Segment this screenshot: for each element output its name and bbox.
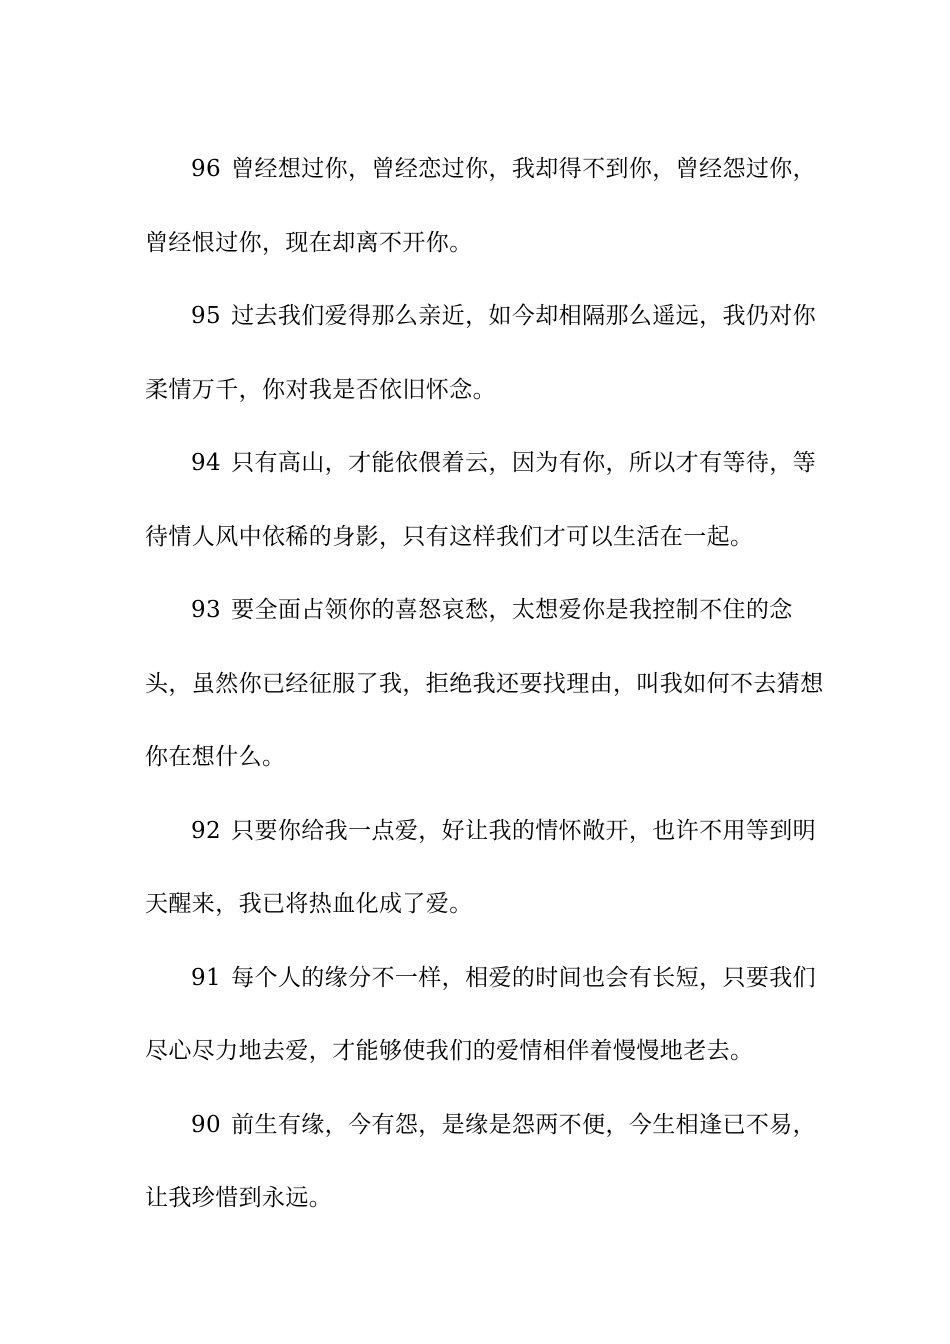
- paragraph-number: 93: [191, 597, 222, 623]
- paragraph-93: [145, 574, 825, 795]
- paragraph-number: 96: [191, 156, 222, 182]
- paragraph-text: 只要你给我一点爱，好让我的情怀敞开，也许不用等到明天醒来，我已将热血化成了爱。: [145, 817, 817, 917]
- paragraph-number: 95: [191, 303, 222, 329]
- paragraph-96: [145, 133, 825, 280]
- paragraph-94: [145, 427, 825, 574]
- paragraph-text: 前生有缘，今有怨，是缘是怨两不便，今生相逢已不易，让我珍惜到永远。: [145, 1111, 817, 1211]
- paragraph-text: 曾经想过你，曾经恋过你，我却得不到你，曾经怨过你，曾经恨过你，现在却离不开你。: [145, 156, 817, 256]
- paragraph-number: 92: [191, 817, 222, 844]
- paragraph-95: [145, 280, 825, 427]
- paragraph-text: 要全面占领你的喜怒哀愁，太想爱你是我控制不住的念头，虽然你已经征服了我，拒绝我还要找理由，叫我如何不去猜想你在想什么。: [145, 597, 824, 770]
- paragraph-text: 每个人的缘分不一样，相爱的时间也会有长短，只要我们尽心尽力地去爱，才能够使我们的爱情相伴着慢慢地老去。: [145, 964, 817, 1064]
- paragraph-text: 过去我们爱得那么亲近，如今却相隔那么遥远，我仍对你柔情万千，你对我是否依旧怀念。: [145, 303, 817, 403]
- paragraph-text: 只有高山，才能依偎着云，因为有你，所以才有等待，等待情人风中依稀的身影，只有这样我们才可以生活在一起。: [145, 450, 817, 550]
- paragraph-91: [145, 942, 825, 1089]
- paragraph-number: 94: [191, 450, 222, 476]
- paragraph-92: [145, 795, 825, 942]
- paragraph-number: 90: [191, 1111, 222, 1138]
- paragraph-90: [145, 1089, 825, 1236]
- paragraph-number: 91: [191, 964, 222, 991]
- document-body: [145, 133, 825, 1236]
